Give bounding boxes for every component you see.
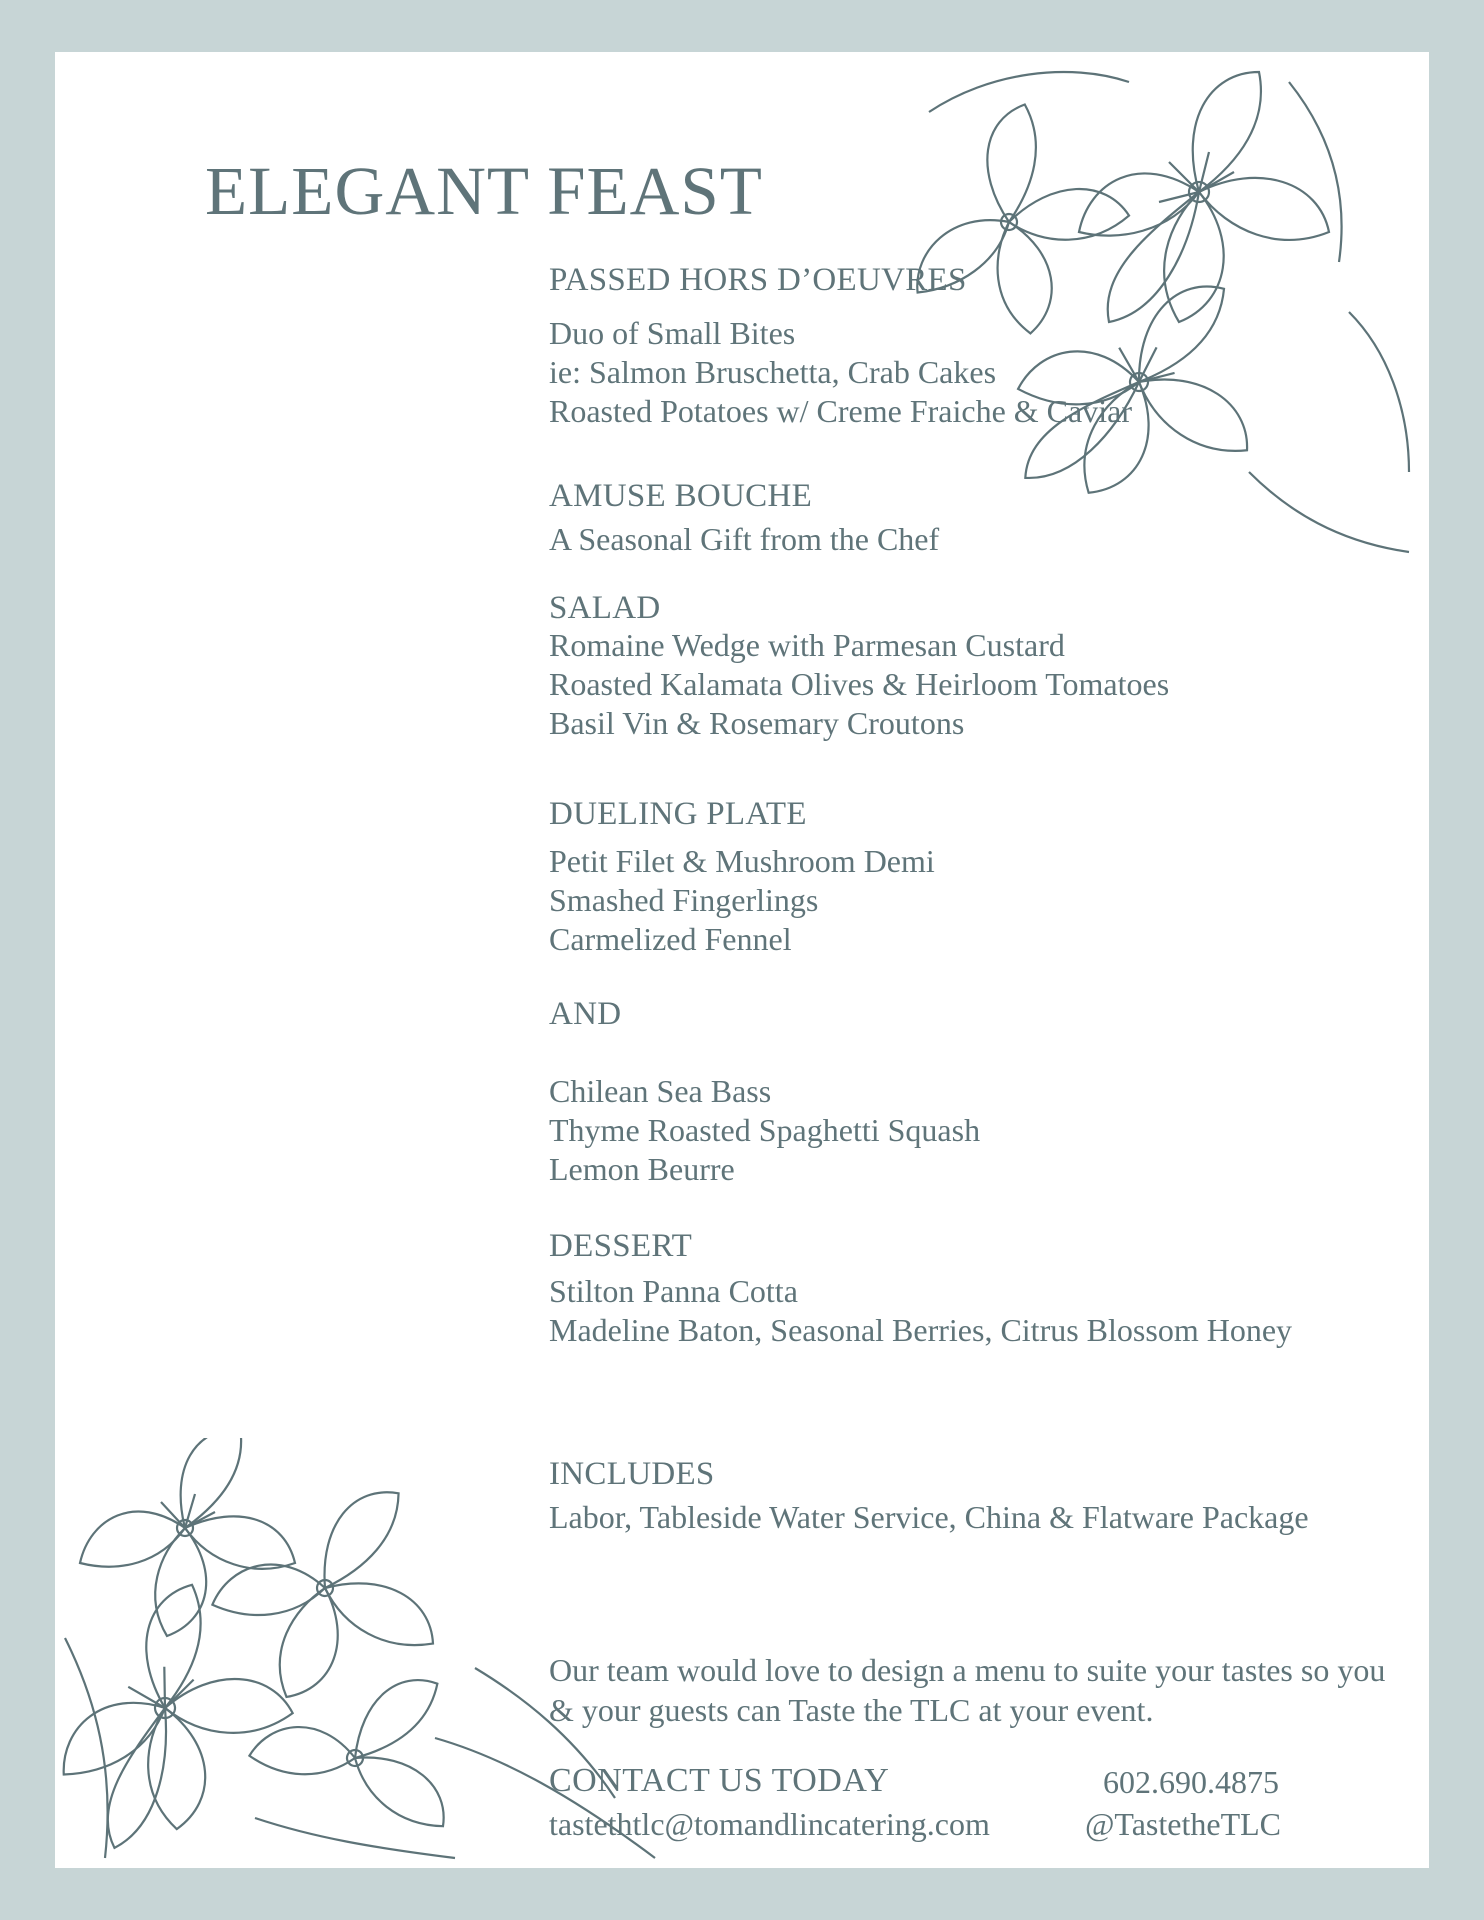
menu-item: Roasted Kalamata Olives & Heirloom Tomatoes: [549, 666, 1170, 702]
section-items-includes: [549, 1498, 1309, 1537]
section-heading-dueling-plate: DUELING PLATE: [549, 796, 807, 832]
section-items-amuse-bouche: [549, 520, 939, 559]
menu-item: Basil Vin & Rosemary Croutons: [549, 705, 965, 741]
menu-page: [55, 52, 1429, 1868]
social-handle-link[interactable]: @TastetheTLC: [1084, 1806, 1281, 1842]
contact-heading: CONTACT US TODAY: [549, 1762, 890, 1799]
menu-item: Labor, Tableside Water Service, China & Flatware Package: [549, 1499, 1309, 1535]
section-items-dueling-plate: [549, 842, 935, 959]
menu-item: Smashed Fingerlings: [549, 882, 819, 918]
section-items-hors-doeuvres: [549, 314, 1132, 431]
menu-item: ie: Salmon Bruschetta, Crab Cakes: [549, 354, 997, 390]
menu-title: ELEGANT FEAST: [205, 153, 763, 229]
section-heading-and: AND: [549, 996, 622, 1032]
section-items-salad: [549, 626, 1169, 743]
menu-item: Madeline Baton, Seasonal Berries, Citrus Blossom Honey: [549, 1312, 1293, 1348]
section-heading-includes: INCLUDES: [549, 1456, 715, 1492]
menu-item: Lemon Beurre: [549, 1151, 735, 1187]
section-items-sea-bass: [549, 1072, 980, 1189]
menu-item: Chilean Sea Bass: [549, 1073, 772, 1109]
section-heading-hors-doeuvres: PASSED HORS D’OEUVRES: [549, 262, 967, 298]
section-heading-amuse-bouche: AMUSE BOUCHE: [549, 478, 813, 514]
section-heading-dessert: DESSERT: [549, 1228, 693, 1264]
closing-paragraph: Our team would love to design a menu to suite your tastes so you & your guests can Taste the TLC at your event.: [549, 1652, 1386, 1728]
menu-item: Stilton Panna Cotta: [549, 1273, 798, 1309]
contact-email-link[interactable]: tastethtlc@tomandlincatering.com: [549, 1806, 990, 1842]
menu-item: Duo of Small Bites: [549, 315, 796, 351]
menu-item: Romaine Wedge with Parmesan Custard: [549, 627, 1065, 663]
section-items-dessert: [549, 1272, 1292, 1350]
contact-phone[interactable]: 602.690.4875: [1103, 1764, 1279, 1800]
menu-item: A Seasonal Gift from the Chef: [549, 521, 940, 557]
menu-item: Carmelized Fennel: [549, 921, 792, 957]
section-heading-salad: SALAD: [549, 590, 661, 626]
menu-item: Roasted Potatoes w/ Creme Fraiche & Caviar: [549, 393, 1132, 429]
menu-item: Petit Filet & Mushroom Demi: [549, 843, 935, 879]
menu-item: Thyme Roasted Spaghetti Squash: [549, 1112, 981, 1148]
